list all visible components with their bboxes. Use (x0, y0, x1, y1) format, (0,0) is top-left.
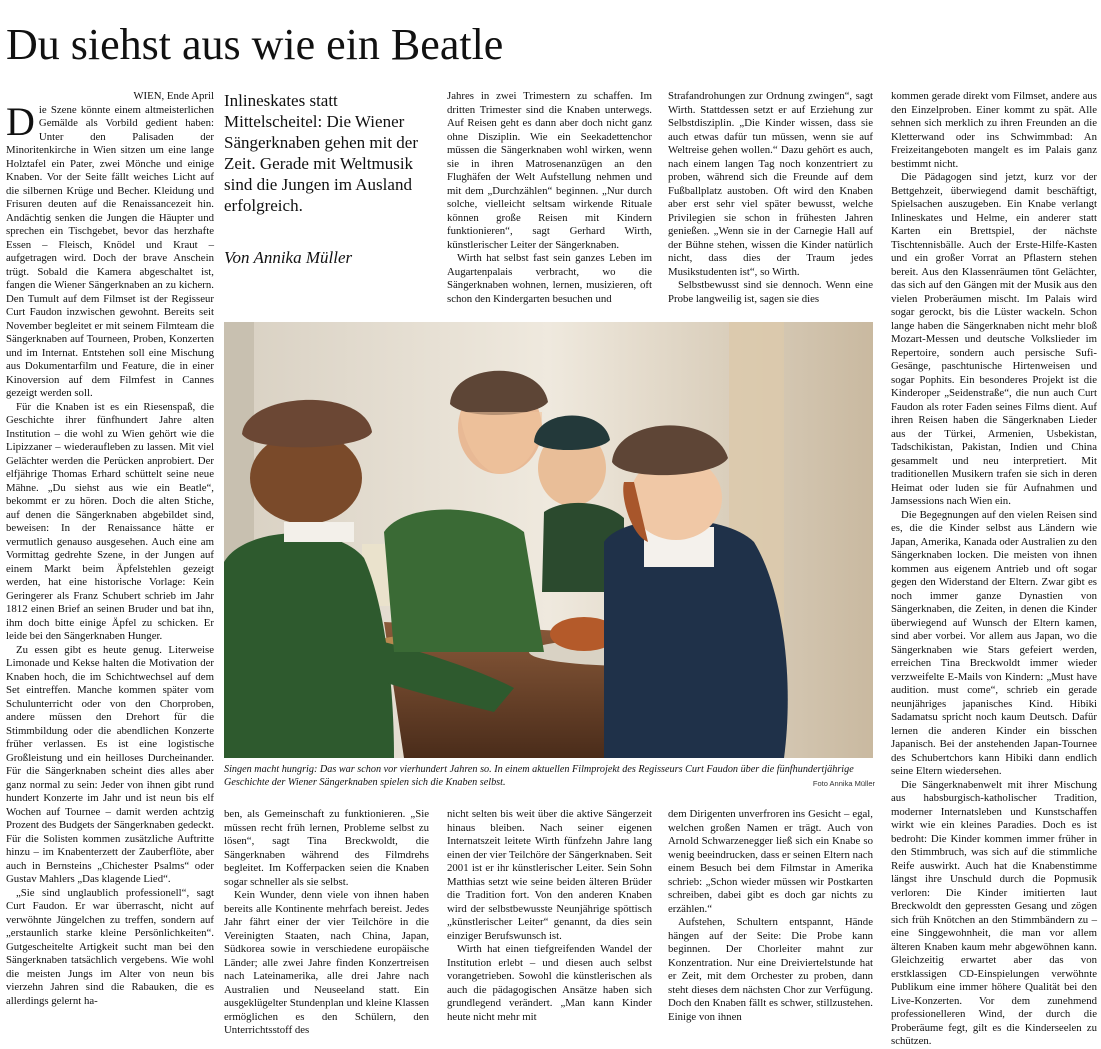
paragraph: ben, als Gemeinschaft zu funktionieren. „Sie müssen recht früh lernen, Probleme selbst zu lösen“, sagt Tina Breckwoldt, die Sängerknaben während des Filmdrehs begleitet. Im Kofferpacken seien die Knaben sogar schneller als sie selbst. (224, 808, 429, 888)
paragraph: Zu essen gibt es heute genug. Literweise Limonade und Kekse halten die Motivation der Knaben hoch, die im Schichtwechsel auf dem Set eintreffen. Manche kommen später vom Schulunterricht oder von den Chorproben, andere müssen den Drehort für die Stimmbildung oder die abendlichen Konzerte früher verlassen. Es ist eine logistische Großleistung und ein heilloses Durcheinander. Für die Sängerknaben scheint dies alles aber ganz normal zu sein: Jeder von ihnen gibt rund hundert Konzerte im Jahr und ist neun bis elf Wochen auf Tournee – damit werden achtzig Prozent des Budgets der Sängerknaben gedeckt. Für die Solisten kommen zusätzliche Auftritte hinzu – im Knabenterzett der Zauberflöte, aber auch in Bernsteins „Chichester Psalms“ oder Gustav Mahlers „Das klagende Lied“. (6, 643, 214, 885)
paragraph: Für die Knaben ist es ein Riesenspaß, die Geschichte ihrer fünfhundert Jahre alten Institution – die wohl zu Wien gehört wie die Lipizzaner – wiederaufleben zu lassen. Mit viel Gelächter werden die Perücken anprobiert. Der elfjährige Thomas Erhard schüttelt seine neue Mähne. „Du siehst aus wie ein Beatle“, bekommt er zu hören. Doch die alten Stiche, auf denen die Sängerknaben abgebildet sind, beweisen: In der Renaissance hätte er vermutlich genauso ausgesehen. Auch eine am Vormittag gedrehte Szene, in der Jungen auf einem Markt beim Äpfelstehlen gezeigt werden, hat eine historische Vorlage: Kein Geringerer als Franz Schubert schrieb im Jahr 1812 einen Brief an seinen Bruder und bat ihn, ihm doch bitte einige Äpfel zu schicken. Er leide bei den Sängerknaben Hunger. (6, 400, 214, 642)
paragraph: Strafandrohungen zur Ordnung zwingen“, sagt Wirth. Stattdessen setzt er auf Erziehung zur Selbstdisziplin. „Die Kinder wissen, dass sie auch etwas dafür tun müssen, wenn sie auf Weltreise gehen wollen.“ Dazu gehört es auch, nach einem langen Tag noch konzentriert zu proben, während sich die Freunde auf dem Fußballplatz austoben. Oft wird den Knaben aber erst sehr viel später bewusst, welche Privilegien sie schon in frühesten Jahren genießen. „Wenn sie in der Carnegie Hall auf der Bühne stehen, wissen die Kinder natürlich nicht, dass dies der Traum jedes Musikstudenten ist“, so Wirth. (668, 90, 873, 278)
teaser: Inlineskates statt Mittelscheitel: Die Wiener Sängerknaben gehen mit der Zeit. Gerade mit Weltmusik sind die Jungen im Ausland erfolgreich. (224, 91, 419, 215)
paragraph: Die Pädagogen sind jetzt, kurz vor der Bettgehzeit, überwiegend damit beschäftigt, Spielsachen auszugeben. Ein Knabe verlangt Inlineskates und Helme, ein anderer statt Karten ein Brettspiel, der nächste Tischtennisbälle. Auch der Erste-Hilfe-Kasten und ein großer Vorrat an Pflastern stehen bereit. Aus den Klassenräumen tönt Gelächter, das sich auf den Gängen mit der Musik aus den vielen Proberäumen mischt. Im Palais wird sogar gerockt, bis die Lüster wackeln. Schon lange haben die Sängerknaben nicht mehr bloß Mozart-Messen und deutsche Volkslieder im Repertoire, sondern auch persische Sufi-Gesänge, paschtunische Hirtenweisen und sogar Pophits. Ein besonderes Projekt ist die Kinderoper „Seidenstraße“, die nun auch Curt Faudon als roter Faden seines Films dient. Auf ihren Reisen haben die Sängerknaben Lieder aus der Türkei, Armenien, Usbekistan, Tadschikistan, Pakistan, Indien und China gesammelt und neu interpretiert. Mit traditionellen Musikern trafen sie sich in deren Heimat oder luden sie für Aufnahmen und Jamsessions nach Wien ein. (891, 171, 1097, 507)
paragraph: Jahres in zwei Trimestern zu schaffen. Im dritten Trimester sind die Knaben unterwegs. Auf Reisen geht es dann aber doch nicht ganz ohne Disziplin. Wie ein Seekadettenchor müssen die Sängerknaben wohl wirken, wenn sie in ihren Matrosenanzügen an den Flughäfen der Welt Aufstellung nehmen und mit dem „Durchzählen“ beginnen. „Nur durch solche, vielleicht seltsam wirkende Rituale können große Reisen mit Kindern funktionieren“, sagt Gerhard Wirth, künstlerischer Leiter der Sängerknaben. (447, 90, 652, 251)
article-column-4-top (668, 90, 873, 316)
paragraph: nicht selten bis weit über die aktive Sängerzeit hinaus bleiben. Nach seiner eigenen Internatszeit leitete Wirth fünfzehn Jahre lang einen der vier Teilchöre der Sängerknaben. Seit 2001 ist er ihr künstlerischer Leiter. Sein Sohn Matthias setzt wie seine beiden älteren Brüder die Tradition fort. Von den anderen Knaben wird der selbstbewusste Neunjährige spöttisch „künstlerischer Leiter“ genannt, da dies sein einziger Berufswunsch ist. (447, 808, 653, 942)
photo-caption: Singen macht hungrig: Das war schon vor vierhundert Jahren so. In einem aktuellen Filmprojekt des Regisseurs Curt Faudon über die fünfhundertjährige Geschichte der Wiener Sängerknaben spielen sich die Knaben selbst. (224, 764, 854, 788)
boy-collar (284, 522, 354, 542)
paragraph: „Sie sind unglaublich professionell“, sagt Curt Faudon. Er war überrascht, nicht auf verwöhnte Jüngelchen zu treffen, sondern auf „erstaunlich starke kleine Persönlichkeiten“. Gutgescheitelte Artigkeit sucht man bei den Sängerknaben tatsächlich vergebens. Wie wohl die meisten Jungs im Alter von neun bis vierzehn Jahren sind die Rabauken, die es allerdings gelernt ha- (6, 886, 214, 1007)
paragraph: Wirth hat einen tiefgreifenden Wandel der Institution erlebt – und diesen auch selbst vorangetrieben. Sowohl die künstlerischen als auch die pädagogischen Ansätze haben sich grundlegend verändert. „Man kann Kinder heute nicht mehr mit (447, 943, 652, 1023)
byline: Von Annika Müller (224, 248, 353, 267)
headline: Du siehst aus wie ein Beatle (6, 20, 504, 69)
paragraph: Wirth hat selbst fast sein ganzes Leben im Augartenpalais verbracht, wo die Sängerknaben wohnen, lernen, musizieren, oft schon den Kindergarten besuchen und (447, 252, 652, 305)
paragraph: Aufstehen, Schultern entspannt, Hände hängen auf der Seite: Die Probe kann beginnen. Der Chorleiter mahnt zur Konzentration. Nur eine Dreiviertelstunde hat er Zeit, mit dem Orchester zu proben, dann steht dieses dem nächsten Chor zur Verfügung. Doch den Knaben fällt es schwer, stillzustehen. Einige von ihnen (668, 916, 873, 1023)
dateline: WIEN, Ende April (133, 90, 214, 102)
paragraph: Die Sängerknabenwelt mit ihrer Mischung aus habsburgisch-katholischer Tradition, moderner Internatsleben und Kunstschaffen wirkt wie ein kleines Paradies. Doch es ist bedroht: Die Kinder kommen immer früher in den Stimmbruch, was sich auf die stimmliche Reife auswirkt. Auch hat die Knabenstimme längst ihre Unschuld durch die Popmusik verloren: Die Kinder imitierten laut Breckwoldt den gepressten Gesang und zögen sich früh Knötchen an den Stimmbändern zu – eine Singgewohnheit, die man vor allem älteren Knaben kaum mehr abgewöhnen kann. Gleichzeitig erwartet aber das von erstklassigen CD-Einspielungen verwöhnte Publikum eine immer höhere Qualität bei den Live-Konzerten. Vor dem zunehmend professionelleren Wind, der durch die Proberäume fegt, gilt es die Kinderseelen zu schützen. (891, 778, 1097, 1047)
drop-cap: D (6, 98, 35, 144)
boy-center-jacket (384, 510, 544, 653)
article-column-1 (6, 90, 214, 1028)
article-column-3-bottom (447, 808, 652, 1028)
paragraph: dem Dirigenten unverfroren ins Gesicht – egal, welchen großen Namen er trägt. Auch von Arnold Schwarzenegger ließ sich ein Knabe so wenig beeindrucken, dass er seinen Eltern nach einem Besuch bei dem Filmstar in Amerika schrieb: „Schon wieder müssen wir Postkarten schreiben, dabei gibt es doch gar nichts zu erzählen.“ (668, 808, 873, 915)
article-column-2-bottom (224, 808, 429, 1036)
photo-credit: Foto Annika Müller (812, 779, 875, 788)
article-column-3-top (447, 90, 652, 316)
paragraph: Die Szene könnte einem altmeisterlichen Gemälde als Vorbild gedient haben: Unter den Palisaden der Minoritenkirche in Wien sitzen um eine lange Holztafel ein Pater, zwei Mönche und einige Knaben. Vor der Seite fällt weiches Licht auf die silbernen Krüge und Becher. Kleidung und Frisuren deuten auf die Renaissancezeit hin. Andächtig senken die Jungen die Häupter und sprechen ein Tischgebet, bevor das herzhafte Essen – Fleisch, Knödel und Kraut – aufgetragen wird. Doch der brave Anschein trügt. Sobald die Kamera abgeschaltet ist, fangen die Wiener Sängerknaben an zu kichern. Den Tumult auf dem Filmset ist der Regisseur Curt Faudon inzwischen gewohnt. Bereits seit November begleitet er mit seinem Filmteam die Sängerknaben auf Tourneen, Proben, Konzerten und im Internat. Entstehen soll eine Mischung aus Dokumentarfilm und Feature, die in einer Kinoversion auf dem Filmfest in Cannes gezeigt werden soll. (6, 98, 214, 399)
paragraph: kommen gerade direkt vom Filmset, andere aus den Einzelproben. Einer kommt zu spät. Alle sehnen sich merklich zu ihren Freunden an die Kletterwand oder ins Schwimmbad: An Freizeitangeboten mangelt es im Palais ganz bestimmt nicht. (891, 90, 1097, 170)
paragraph: Die Begegnungen auf den vielen Reisen sind es, die die Kinder selbst aus Ländern wie Japan, Amerika, Kanada oder Australien zu den Sängerknaben locken. Die meisten von ihnen kommen aus eigenem Antrieb und oft sogar gegen den Widerstand der Eltern. Zwar gibt es noch immer ganze Dynastien von Sängerknaben, die Zeiten, in denen die Kinder überwiegend auf Wunsch der Eltern kamen, sind aber vorbei. Vor allem aus Japan, wo die Sängerknaben wie Stars gefeiert werden, erreichen Tina Breckwoldt immer wieder verzweifelte E-Mails von Kindern: „Must have audition. must come“, schrieb ein gerade neunjähriges japanisches Kind. Hibiki Sadamatsu spricht noch kaum Deutsch. Dafür lernen die anderen Kinder ein bisschen Japanisch. Bei der anstehenden Japan-Tournee des Schubertchors kann Hibiki dann endlich seine Eltern wiedersehen. (891, 508, 1097, 777)
article-photo (224, 322, 873, 758)
article-column-4-bottom (668, 808, 873, 1028)
paragraph: Selbstbewusst sind sie dennoch. Wenn eine Probe langweilig ist, sagen sie dies (668, 279, 873, 305)
paragraph: Kein Wunder, denn viele von ihnen haben bereits alle Kontinente mehrfach bereist. Jedes Jahr fährt einer der vier Teilchöre in die Vereinigten Staaten, nach China, Japan, Südkorea sowie in verschiedene europäische Länder; alle zwei Jahre finden Konzertreisen nach Lateinamerika, alle drei Jahre nach Australien und Neuseeland statt. Ein ausgeklügelter Stundenplan und kleine Klassen ermöglichen es den Schülern, den Unterrichtsstoff des (224, 889, 429, 1036)
article-column-5 (891, 90, 1097, 1047)
choirboys-photo-illustration (224, 322, 873, 758)
